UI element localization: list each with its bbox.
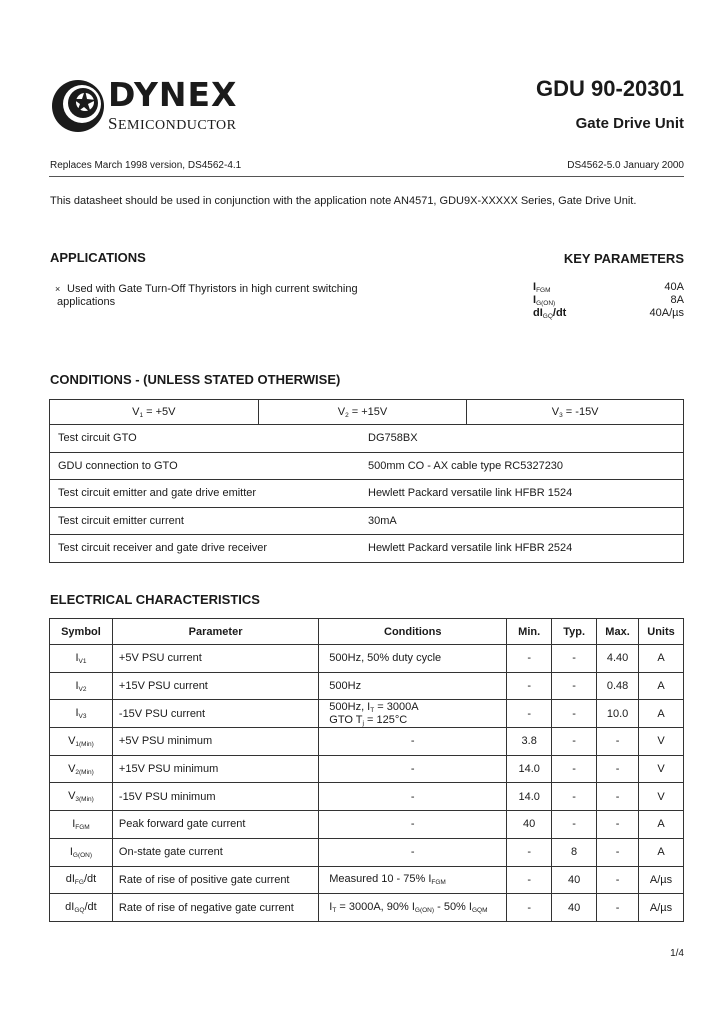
typ-cell: - [552,783,597,811]
typ-cell: - [552,672,597,700]
col-header: Min. [507,619,552,645]
units-cell: A [639,811,684,839]
table-row [50,783,684,811]
typ-cell: - [552,728,597,756]
conditions-cell: Measured 10 - 75% $I_{FGM}$ [319,866,507,894]
col-header: Units [639,619,684,645]
key-param-symbol: $dI_{GQ}/dt$ [533,307,567,320]
conditions-cell: - [319,811,507,839]
table-row [50,452,684,480]
applications-bullet: × [55,284,61,294]
parameter-cell: -15V PSU current [112,700,318,728]
symbol-cell: $dI_{GQ}/dt$ [50,894,113,922]
supply-v2: $V_2 = +15V$ [258,400,467,425]
units-cell: A/µs [639,894,684,922]
applications-line-2: applications [57,296,116,308]
conditions-cell: - [319,728,507,756]
electrical-table [49,618,684,922]
table-row [50,866,684,894]
replaces-note: Replaces March 1998 version, DS4562-4.1 [50,160,242,171]
units-cell: A [639,672,684,700]
condition-label: GDU connection to GTO [58,459,178,472]
condition-label: Test circuit GTO [58,432,137,445]
condition-value: DG758BX [368,432,418,445]
col-header: Max. [597,619,639,645]
conditions-cell: $I_T = 3000A$, 90% $I_{G(ON)} - 50\%$ $I_{GQM}$ [319,894,507,922]
min-cell: 40 [507,811,552,839]
units-cell: A [639,700,684,728]
min-cell: - [507,700,552,728]
table-row [50,480,684,508]
min-cell: - [507,894,552,922]
document-title: GDU 90-20301 [536,76,684,101]
conditions-cell: 500Hz, $I_T = 3000A$ GTO $T_j = 125^\circ C$ [319,700,507,728]
page-number: 1/4 [670,948,684,959]
max-cell: - [597,728,639,756]
table-row [50,535,684,563]
supply-v1: $V_1 = +5V$ [50,400,259,425]
conditions-cell: 500Hz [319,672,507,700]
electrical-heading: ELECTRICAL CHARACTERISTICS [50,592,260,607]
key-param-value: 8A [670,294,684,306]
units-cell: A [639,838,684,866]
col-header: Typ. [552,619,597,645]
col-header: Parameter [112,619,318,645]
applications-line-1: Used with Gate Turn-Off Thyristors in high current switching [67,283,358,295]
units-cell: A [639,645,684,673]
table-row [50,811,684,839]
brand-subtitle: SEMICONDUCTOR [108,114,237,133]
max-cell: 4.40 [597,645,639,673]
symbol-cell: $V_{2(Min)}$ [50,755,113,783]
key-param-value: 40A [664,281,684,293]
key-param-value: 40A/µs [649,307,684,319]
table-row [50,728,684,756]
condition-value: Hewlett Packard versatile link HFBR 2524 [368,542,573,555]
units-cell: V [639,783,684,811]
typ-cell: 40 [552,894,597,922]
supply-v3: $V_3 = -15V$ [467,400,684,425]
parameter-cell: +15V PSU minimum [112,755,318,783]
parameter-cell: Rate of rise of negative gate current [112,894,318,922]
max-cell: - [597,783,639,811]
doc-reference: DS4562-5.0 January 2000 [567,160,684,171]
parameter-cell: Peak forward gate current [112,811,318,839]
typ-cell: 40 [552,866,597,894]
col-header: Conditions [319,619,507,645]
table-row [50,645,684,673]
condition-value: 500mm CO - AX cable type RC5327230 [368,459,564,472]
dynex-logo-icon [50,78,106,134]
typ-cell: - [552,700,597,728]
parameter-cell: Rate of rise of positive gate current [112,866,318,894]
condition-label: Test circuit receiver and gate drive receiver [58,542,268,555]
typ-cell: - [552,811,597,839]
conditions-cell: - [319,755,507,783]
typ-cell: - [552,755,597,783]
conditions-heading: CONDITIONS - (UNLESS STATED OTHERWISE) [50,372,341,387]
applications-heading: APPLICATIONS [50,250,146,265]
max-cell: - [597,894,639,922]
units-cell: V [639,755,684,783]
units-cell: A/µs [639,866,684,894]
conditions-table [49,399,684,563]
min-cell: - [507,838,552,866]
symbol-cell: $I_{V3}$ [50,700,113,728]
min-cell: 14.0 [507,755,552,783]
table-row [50,700,684,728]
min-cell: 14.0 [507,783,552,811]
document-subtitle: Gate Drive Unit [575,115,684,132]
conditions-cell: - [319,783,507,811]
table-row [50,894,684,922]
max-cell: - [597,811,639,839]
parameter-cell: +5V PSU current [112,645,318,673]
parameter-cell: +5V PSU minimum [112,728,318,756]
symbol-cell: $I_{FGM}$ [50,811,113,839]
parameter-cell: +15V PSU current [112,672,318,700]
conditions-cell: - [319,838,507,866]
condition-value: 30mA [368,514,397,527]
header-rule [49,176,684,177]
key-parameters-heading: KEY PARAMETERS [563,251,684,266]
max-cell: - [597,755,639,783]
conditions-cell: 500Hz, 50% duty cycle [319,645,507,673]
intro-text: This datasheet should be used in conjunction with the application note AN4571, GDU9X-XXXXX Series, Gate Drive Unit. [50,195,637,207]
symbol-cell: $I_{G(ON)}$ [50,838,113,866]
table-row [50,507,684,535]
col-header: Symbol [50,619,113,645]
condition-value: Hewlett Packard versatile link HFBR 1524 [368,487,573,500]
min-cell: - [507,645,552,673]
min-cell: 3.8 [507,728,552,756]
condition-label: Test circuit emitter and gate drive emitter [58,487,257,500]
symbol-cell: $dI_{FG}/dt$ [50,866,113,894]
table-row [50,838,684,866]
typ-cell: - [552,645,597,673]
table-header-row [50,619,684,645]
max-cell: 10.0 [597,700,639,728]
table-row [50,400,684,425]
brand-wordmark: DYNEX [108,75,238,114]
parameter-cell: -15V PSU minimum [112,783,318,811]
min-cell: - [507,866,552,894]
max-cell: 0.48 [597,672,639,700]
key-param-symbol: $I_{G(ON)}$ [533,294,556,307]
symbol-cell: $I_{V1}$ [50,645,113,673]
max-cell: - [597,838,639,866]
key-param-symbol: $I_{FGM}$ [533,281,551,294]
condition-label: Test circuit emitter current [58,514,184,527]
table-row [50,425,684,453]
symbol-cell: $I_{V2}$ [50,672,113,700]
units-cell: V [639,728,684,756]
symbol-cell: $V_{1(Min)}$ [50,728,113,756]
min-cell: - [507,672,552,700]
max-cell: - [597,866,639,894]
table-row [50,755,684,783]
parameter-cell: On-state gate current [112,838,318,866]
table-row [50,672,684,700]
typ-cell: 8 [552,838,597,866]
symbol-cell: $V_{3(Min)}$ [50,783,113,811]
